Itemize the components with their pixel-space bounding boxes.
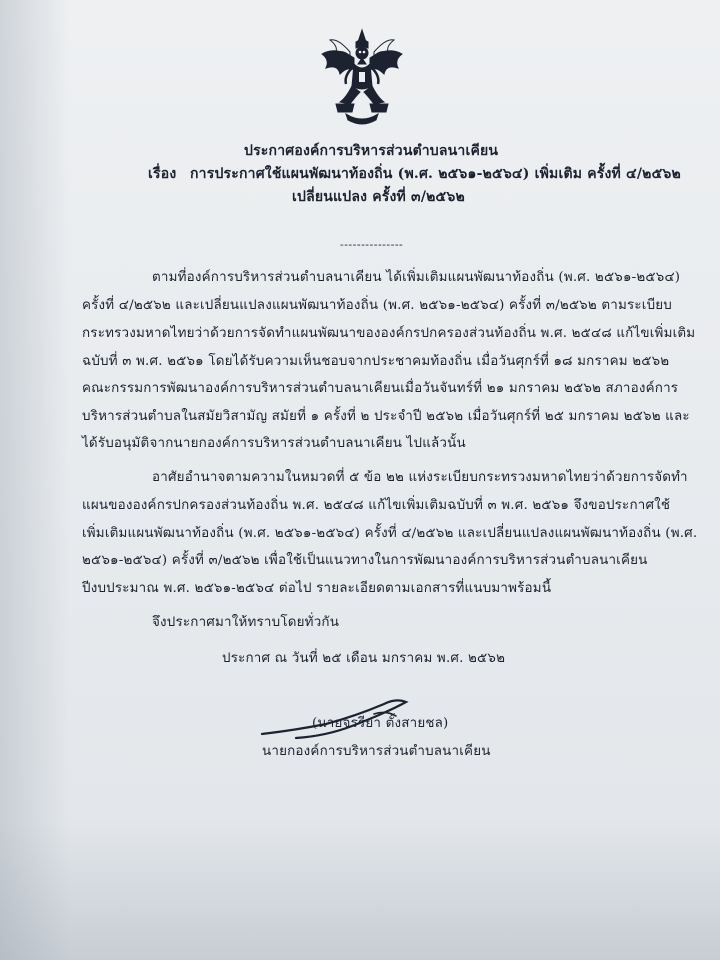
subject-line-2: เปลี่ยนแปลง ครั้งที่ ๓/๒๕๖๒ <box>292 189 465 205</box>
paragraph-1-line: ตามที่องค์การบริหารส่วนตำบลนาเคียน ได้เพิ่มเติมแผนพัฒนาท้องถิ่น (พ.ศ. ๒๕๖๑-๒๕๖๔) <box>152 270 681 285</box>
paragraph-2-line: ๒๕๖๑-๒๕๖๔) ครั้งที่ ๓/๒๕๖๒ เพื่อใช้เป็นแนวทางในการพัฒนาองค์การบริหารส่วนตำบลนาเคียน <box>82 553 648 568</box>
paragraph-1-line: กระทรวงมหาดไทยว่าด้วยการจัดทำแผนพัฒนาขององค์กรปกครองส่วนท้องถิ่น พ.ศ. ๒๕๔๘ แก้ไขเพิ่มเติม <box>82 326 696 341</box>
paragraph-2-line: แผนขององค์กรปกครองส่วนท้องถิ่น พ.ศ. ๒๕๔๘ แก้ไขเพิ่มเติมฉบับที่ ๓ พ.ศ. ๒๕๖๑ จึงขอประกาศใช้ <box>82 498 671 513</box>
paragraph-2-line: อาศัยอำนาจตามความในหมวดที่ ๕ ข้อ ๒๒ แห่งระเบียบกระทรวงมหาดไทยว่าด้วยการจัดทำ <box>152 470 688 485</box>
paragraph-1-line: ฉบับที่ ๓ พ.ศ. ๒๕๖๑ โดยได้รับความเห็นชอบจากประชาคมท้องถิ่น เมื่อวันศุกร์ที่ ๑๘ มกราคม ๒๕๖๒ <box>82 354 670 369</box>
document-title: ประกาศองค์การบริหารส่วนตำบลนาเคียน <box>244 143 499 159</box>
signer-position: นายกองค์การบริหารส่วนตำบลนาเคียน <box>262 744 491 759</box>
closing-line: จึงประกาศมาให้ทราบโดยทั่วกัน <box>152 615 340 630</box>
paragraph-1-line: คณะกรรมการพัฒนาองค์การบริหารส่วนตำบลนาเคียนเมื่อวันจันทร์ที่ ๒๑ มกราคม ๒๕๖๒ สภาองค์การ <box>82 381 679 396</box>
paragraph-1-line: ได้รับอนุมัติจากนายกองค์การบริหารส่วนตำบลนาเคียน ไปแล้วนั้น <box>82 436 466 451</box>
paragraph-2-line: ปีงบประมาณ พ.ศ. ๒๕๖๑-๒๕๖๔ ต่อไป รายละเอียดตามเอกสารที่แนบมาพร้อมนี้ <box>82 581 552 596</box>
page-shadow-left <box>0 0 70 960</box>
divider-dashes: --------------- <box>340 238 404 251</box>
garuda-emblem-icon <box>316 28 408 128</box>
paragraph-1-line: บริหารส่วนตำบลในสมัยวิสามัญ สมัยที่ ๑ ครั้งที่ ๒ ประจำปี ๒๕๖๒ เมื่อวันศุกร์ที่ ๒๕ มกราคม ๒๕๖๒ และ <box>82 409 690 424</box>
subject-label: เรื่อง <box>148 166 177 182</box>
paragraph-1-line: ครั้งที่ ๔/๒๕๖๒ และเปลี่ยนแปลงแผนพัฒนาท้องถิ่น (พ.ศ. ๒๕๖๑-๒๕๖๔) ครั้งที่ ๓/๒๕๖๒ ตามระเบียบ <box>82 298 673 313</box>
date-line: ประกาศ ณ วันที่ ๒๕ เดือน มกราคม พ.ศ. ๒๕๖๒ <box>222 651 506 666</box>
page-shadow-bottom <box>0 820 720 960</box>
signer-name: (นายจรรียา ตั้งสายชล) <box>312 716 449 731</box>
subject-line-1: การประกาศใช้แผนพัฒนาท้องถิ่น (พ.ศ. ๒๕๖๑-๒๕๖๔) เพิ่มเติม ครั้งที่ ๔/๒๕๖๒ <box>190 166 681 182</box>
paragraph-2-line: เพิ่มเติมแผนพัฒนาท้องถิ่น (พ.ศ. ๒๕๖๑-๒๕๖๔) ครั้งที่ ๔/๒๕๖๒ และเปลี่ยนแปลงแผนพัฒนาท้องถิ่น (พ.ศ. <box>82 526 698 541</box>
